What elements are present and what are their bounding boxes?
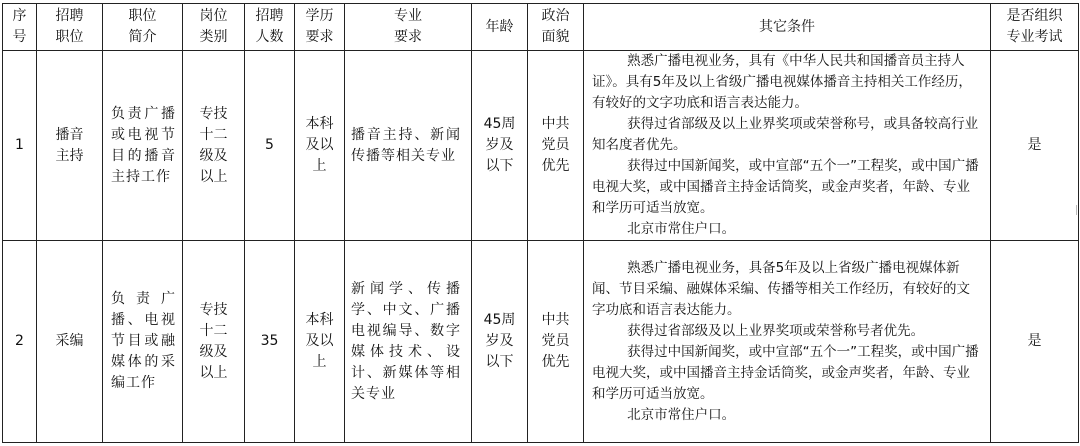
cell-category: 专技 十二 级及 以上 — [183, 241, 245, 443]
cell-category: 专技 十二 级及 以上 — [183, 51, 245, 241]
condition-text: 北京市常住户口。 — [627, 221, 736, 237]
scrollbar-edge-mark — [1076, 205, 1080, 215]
header-count: 招聘 人数 — [245, 4, 295, 51]
condition-text: 获得过省部级及以上业界奖项或荣誉称号，或具备较高行业知名度者优先。 — [592, 116, 979, 153]
header-politics: 政治 面貌 — [528, 4, 584, 51]
condition-text: 获得过中国新闻奖，或中宣部“五个一”工程奖，或中国广播电视大奖，或中国播音主持金话筒奖，或金声奖者，年龄、专业和学历可适当放宽。 — [592, 343, 979, 402]
cell-index: 2 — [3, 241, 37, 443]
cell-age: 45周 岁及 以下 — [472, 241, 528, 443]
cell-index: 1 — [3, 51, 37, 241]
header-major: 专业 要求 — [345, 4, 472, 51]
cell-count: 35 — [245, 241, 295, 443]
cell-education: 本科 及以 上 — [295, 51, 345, 241]
cell-position: 播音 主持 — [37, 51, 103, 241]
recruitment-table — [2, 3, 1079, 443]
cell-exam: 是 — [991, 51, 1079, 241]
header-intro: 职位 简介 — [103, 4, 183, 51]
cell-age: 45周 岁及 以下 — [472, 51, 528, 241]
condition-text: 获得过省部级及以上业界奖项或荣誉称号者优先。 — [627, 322, 925, 339]
header-age: 年龄 — [472, 4, 528, 51]
cell-major: 新闻学、传播学、中文、广播电视编导、数字媒体技术、设计、新媒体等相关专业 — [345, 241, 472, 443]
header-other: 其它条件 — [584, 4, 991, 51]
table-row — [3, 241, 1079, 443]
header-exam: 是否组织 专业考试 — [991, 4, 1079, 51]
cell-other — [584, 51, 991, 241]
header-education: 学历 要求 — [295, 4, 345, 51]
condition-text: 北京市常住户口。 — [627, 406, 736, 423]
cell-other — [584, 241, 991, 443]
cell-politics: 中共 党员 优先 — [528, 51, 584, 241]
cell-position: 采编 — [37, 241, 103, 443]
cell-politics: 中共 党员 优先 — [528, 241, 584, 443]
header-row — [3, 4, 1079, 51]
table-row — [3, 51, 1079, 241]
condition-text: 熟悉广播电视业务，具有《中华人民共和国播音员主持人证》。具有5年及以上省级广播电视媒体播音主持相关工作经历，有较好的文字功底和语言表达能力。 — [592, 53, 972, 111]
cell-intro: 负责广播、电视节目或融媒体的采编工作 — [103, 241, 183, 443]
condition-text: 获得过中国新闻奖，或中宣部“五个一”工程奖，或中国广播电视大奖，或中国播音主持金话筒奖，或金声奖者，年龄、专业和学历可适当放宽。 — [592, 158, 979, 216]
cell-intro: 负责广播或电视节目的播音主持工作 — [103, 51, 183, 241]
cell-count: 5 — [245, 51, 295, 241]
cell-major: 播音主持、新闻传播等相关专业 — [345, 51, 472, 241]
header-index: 序 号 — [3, 4, 37, 51]
cell-education: 本科 及以 上 — [295, 241, 345, 443]
condition-text: 熟悉广播电视业务，具备5年及以上省级广播电视媒体新闻、节目采编、融媒体采编、传播等相关工作经历，有较好的文字功底和语言表达能力。 — [592, 259, 970, 318]
header-category: 岗位 类别 — [183, 4, 245, 51]
header-position: 招聘 职位 — [37, 4, 103, 51]
cell-exam: 是 — [991, 241, 1079, 443]
